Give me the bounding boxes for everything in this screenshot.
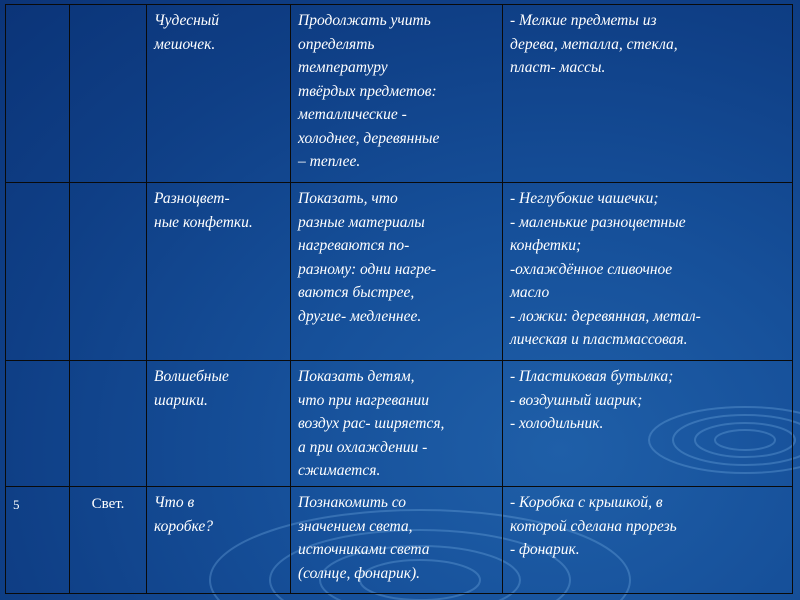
goal-cell: Показать, что разные материалы нагреваются по- разному: одни нагре- ваются быстрее, другие- медленнее.	[291, 183, 503, 361]
table-row	[6, 487, 793, 594]
topic-cell	[70, 183, 147, 361]
game-cell: Что в коробке?	[147, 487, 291, 594]
materials-cell: - Неглубокие чашечки; - маленькие разноцветные конфетки; -охлаждённое сливочное масло - ложки: деревянная, метал- лическая и пластмассовая.	[503, 183, 793, 361]
table-row	[6, 183, 793, 361]
row-number-cell	[6, 361, 70, 487]
topic-cell	[70, 361, 147, 487]
topic-cell: Свет.	[70, 487, 147, 594]
materials-cell: - Коробка с крышкой, в которой сделана прорезь - фонарик.	[503, 487, 793, 594]
game-cell: Волшебные шарики.	[147, 361, 291, 487]
materials-cell: - Мелкие предметы из дерева, металла, стекла, пласт- массы.	[503, 5, 793, 183]
goal-cell: Показать детям, что при нагревании воздух рас- ширяется, а при охлаждении - сжимается.	[291, 361, 503, 487]
game-cell: Разноцвет- ные конфетки.	[147, 183, 291, 361]
goal-cell: Познакомить со значением света, источниками света (солнце, фонарик).	[291, 487, 503, 594]
game-cell: Чудесный мешочек.	[147, 5, 291, 183]
materials-cell: - Пластиковая бутылка; - воздушный шарик; - холодильник.	[503, 361, 793, 487]
row-number-cell	[6, 183, 70, 361]
table-row	[6, 361, 793, 487]
experiments-table	[5, 4, 793, 594]
goal-cell: Продолжать учить определять температуру твёрдых предметов: металлические - холоднее, деревянные – теплее.	[291, 5, 503, 183]
row-number-cell: 5	[6, 487, 70, 594]
row-number-cell	[6, 5, 70, 183]
topic-cell	[70, 5, 147, 183]
table-row	[6, 5, 793, 183]
